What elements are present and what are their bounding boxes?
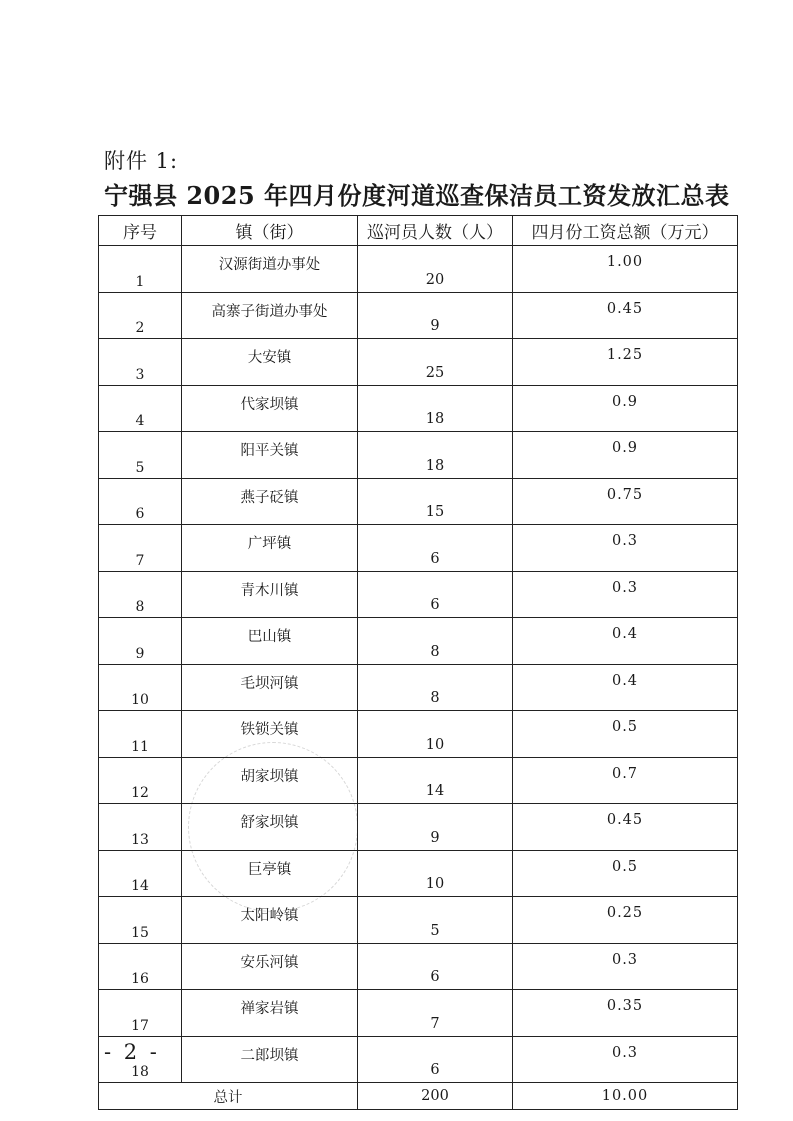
page-number: - 2 - bbox=[104, 1040, 160, 1064]
table-row bbox=[99, 478, 738, 525]
cell-staff: 8 bbox=[358, 618, 513, 665]
cell-index: 3 bbox=[99, 339, 182, 386]
cell-index: 6 bbox=[99, 478, 182, 525]
cell-town: 胡家坝镇 bbox=[182, 757, 358, 804]
cell-staff: 25 bbox=[358, 339, 513, 386]
cell-staff: 6 bbox=[358, 525, 513, 572]
table-row bbox=[99, 385, 738, 432]
cell-amount: 0.3 bbox=[513, 943, 738, 990]
cell-index: 17 bbox=[99, 990, 182, 1037]
cell-town: 燕子砭镇 bbox=[182, 478, 358, 525]
cell-staff: 9 bbox=[358, 292, 513, 339]
cell-amount: 0.9 bbox=[513, 385, 738, 432]
cell-amount: 0.7 bbox=[513, 757, 738, 804]
cell-amount: 1.00 bbox=[513, 246, 738, 293]
header-staff-count: 巡河员人数（人） bbox=[358, 216, 513, 246]
cell-amount: 0.45 bbox=[513, 292, 738, 339]
cell-index: 4 bbox=[99, 385, 182, 432]
cell-staff: 10 bbox=[358, 711, 513, 758]
cell-index: 9 bbox=[99, 618, 182, 665]
cell-amount: 0.4 bbox=[513, 664, 738, 711]
cell-amount: 0.5 bbox=[513, 850, 738, 897]
cell-staff: 10 bbox=[358, 850, 513, 897]
cell-amount: 1.25 bbox=[513, 339, 738, 386]
cell-index: 12 bbox=[99, 757, 182, 804]
cell-town: 阳平关镇 bbox=[182, 432, 358, 479]
table-row bbox=[99, 339, 738, 386]
cell-index: 11 bbox=[99, 711, 182, 758]
cell-town: 舒家坝镇 bbox=[182, 804, 358, 851]
cell-amount: 0.5 bbox=[513, 711, 738, 758]
cell-staff: 9 bbox=[358, 804, 513, 851]
cell-town: 太阳岭镇 bbox=[182, 897, 358, 944]
cell-town: 高寨子街道办事处 bbox=[182, 292, 358, 339]
cell-town: 巨亭镇 bbox=[182, 850, 358, 897]
cell-index: 18 bbox=[99, 1036, 182, 1083]
cell-staff: 5 bbox=[358, 897, 513, 944]
cell-amount: 0.3 bbox=[513, 1036, 738, 1083]
table-row bbox=[99, 664, 738, 711]
cell-amount: 0.25 bbox=[513, 897, 738, 944]
cell-staff: 18 bbox=[358, 385, 513, 432]
cell-town: 青木川镇 bbox=[182, 571, 358, 618]
attachment-label: 附件 1: bbox=[104, 149, 179, 173]
header-amount: 四月份工资总额（万元） bbox=[513, 216, 738, 246]
cell-staff: 6 bbox=[358, 571, 513, 618]
cell-town: 毛坝河镇 bbox=[182, 664, 358, 711]
cell-amount: 0.3 bbox=[513, 571, 738, 618]
cell-town: 安乐河镇 bbox=[182, 943, 358, 990]
cell-staff: 18 bbox=[358, 432, 513, 479]
cell-amount: 0.4 bbox=[513, 618, 738, 665]
cell-amount: 0.9 bbox=[513, 432, 738, 479]
table-header-row bbox=[99, 216, 738, 246]
table-row bbox=[99, 804, 738, 851]
cell-index: 13 bbox=[99, 804, 182, 851]
cell-index: 2 bbox=[99, 292, 182, 339]
cell-town: 二郎坝镇 bbox=[182, 1036, 358, 1083]
cell-town: 大安镇 bbox=[182, 339, 358, 386]
cell-staff: 7 bbox=[358, 990, 513, 1037]
cell-town: 禅家岩镇 bbox=[182, 990, 358, 1037]
table-row bbox=[99, 1036, 738, 1083]
cell-index: 1 bbox=[99, 246, 182, 293]
cell-town: 代家坝镇 bbox=[182, 385, 358, 432]
cell-index: 14 bbox=[99, 850, 182, 897]
total-label: 总计 bbox=[99, 1083, 358, 1110]
cell-amount: 0.45 bbox=[513, 804, 738, 851]
wage-summary-table bbox=[98, 215, 738, 1110]
table-row bbox=[99, 525, 738, 572]
table-total-row bbox=[99, 1083, 738, 1110]
cell-index: 5 bbox=[99, 432, 182, 479]
table-row bbox=[99, 432, 738, 479]
total-staff: 200 bbox=[358, 1083, 513, 1110]
table-row bbox=[99, 990, 738, 1037]
table-row bbox=[99, 246, 738, 293]
cell-amount: 0.3 bbox=[513, 525, 738, 572]
cell-staff: 15 bbox=[358, 478, 513, 525]
total-amount: 10.00 bbox=[513, 1083, 738, 1110]
table-row bbox=[99, 850, 738, 897]
cell-index: 10 bbox=[99, 664, 182, 711]
cell-amount: 0.75 bbox=[513, 478, 738, 525]
table-row bbox=[99, 571, 738, 618]
cell-town: 巴山镇 bbox=[182, 618, 358, 665]
header-town: 镇（街） bbox=[182, 216, 358, 246]
table-row bbox=[99, 897, 738, 944]
cell-town: 铁锁关镇 bbox=[182, 711, 358, 758]
cell-amount: 0.35 bbox=[513, 990, 738, 1037]
table-row bbox=[99, 292, 738, 339]
table-row bbox=[99, 943, 738, 990]
cell-town: 广坪镇 bbox=[182, 525, 358, 572]
cell-town: 汉源街道办事处 bbox=[182, 246, 358, 293]
table-row bbox=[99, 618, 738, 665]
table-row bbox=[99, 757, 738, 804]
cell-staff: 8 bbox=[358, 664, 513, 711]
cell-staff: 6 bbox=[358, 943, 513, 990]
cell-index: 8 bbox=[99, 571, 182, 618]
cell-index: 7 bbox=[99, 525, 182, 572]
cell-staff: 6 bbox=[358, 1036, 513, 1083]
cell-index: 15 bbox=[99, 897, 182, 944]
document-title: 宁强县 2025 年四月份度河道巡查保洁员工资发放汇总表 bbox=[104, 181, 730, 210]
cell-staff: 14 bbox=[358, 757, 513, 804]
table-body bbox=[99, 246, 738, 1083]
header-index: 序号 bbox=[99, 216, 182, 246]
table-row bbox=[99, 711, 738, 758]
cell-staff: 20 bbox=[358, 246, 513, 293]
cell-index: 16 bbox=[99, 943, 182, 990]
